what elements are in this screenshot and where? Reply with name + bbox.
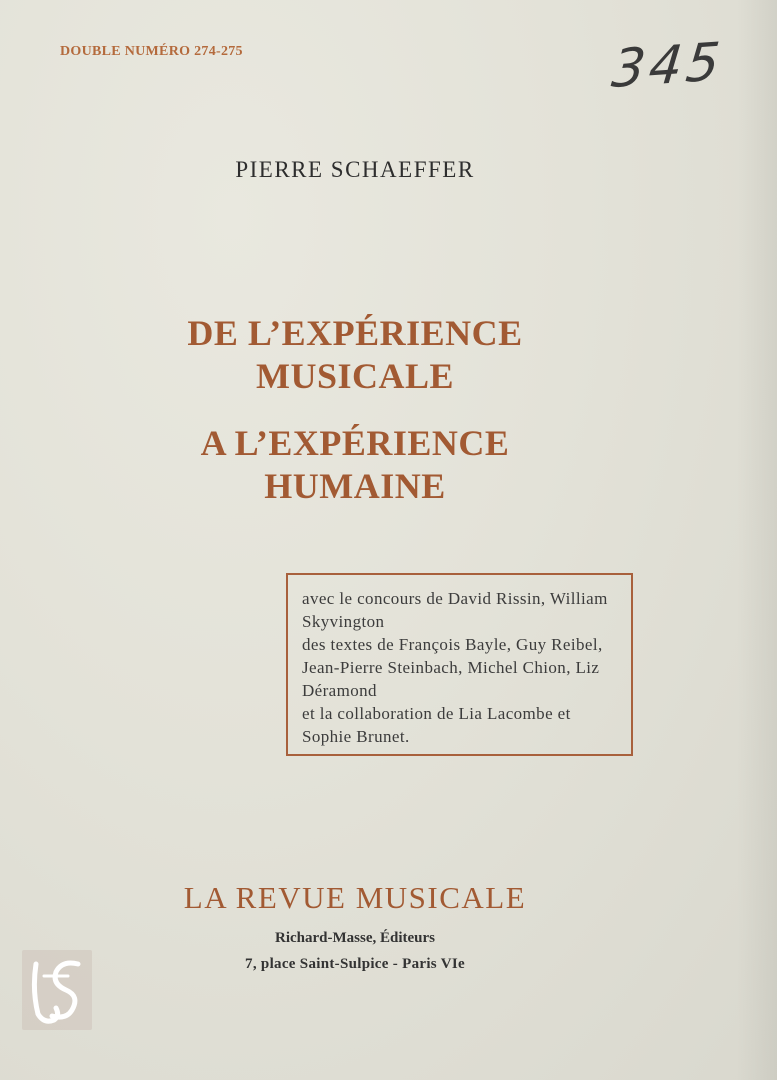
title-spacer bbox=[0, 398, 710, 422]
page-edge-shadow bbox=[737, 0, 777, 1080]
title-line: MUSICALE bbox=[255, 356, 455, 396]
issue-number: DOUBLE NUMÉRO 274-275 bbox=[60, 44, 243, 59]
credits-box bbox=[286, 573, 633, 756]
publication-name: LA REVUE MUSICALE bbox=[183, 880, 527, 915]
publisher-address: 7, place Saint-Sulpice - Paris VIe bbox=[245, 956, 465, 972]
title-line: HUMAINE bbox=[264, 466, 446, 506]
book-title bbox=[0, 312, 710, 508]
watermark-logo-icon bbox=[22, 950, 92, 1030]
author-name: PIERRE SCHAEFFER bbox=[235, 157, 475, 182]
credits-paragraph: et la collaboration de Lia Lacombe et Sophie Brunet. bbox=[302, 704, 571, 746]
credits-paragraph: des textes de François Bayle, Guy Reibel, Jean-Pierre Steinbach, Michel Chion, Liz Déramond bbox=[302, 635, 603, 700]
title-line: DE L’EXPÉRIENCE bbox=[187, 313, 523, 353]
title-line: A L’EXPÉRIENCE bbox=[200, 423, 510, 463]
credits-paragraph: avec le concours de David Rissin, William Skyvington bbox=[302, 589, 608, 631]
handwritten-note: 345 bbox=[608, 31, 727, 101]
publisher-name: Richard-Masse, Éditeurs bbox=[275, 930, 435, 946]
